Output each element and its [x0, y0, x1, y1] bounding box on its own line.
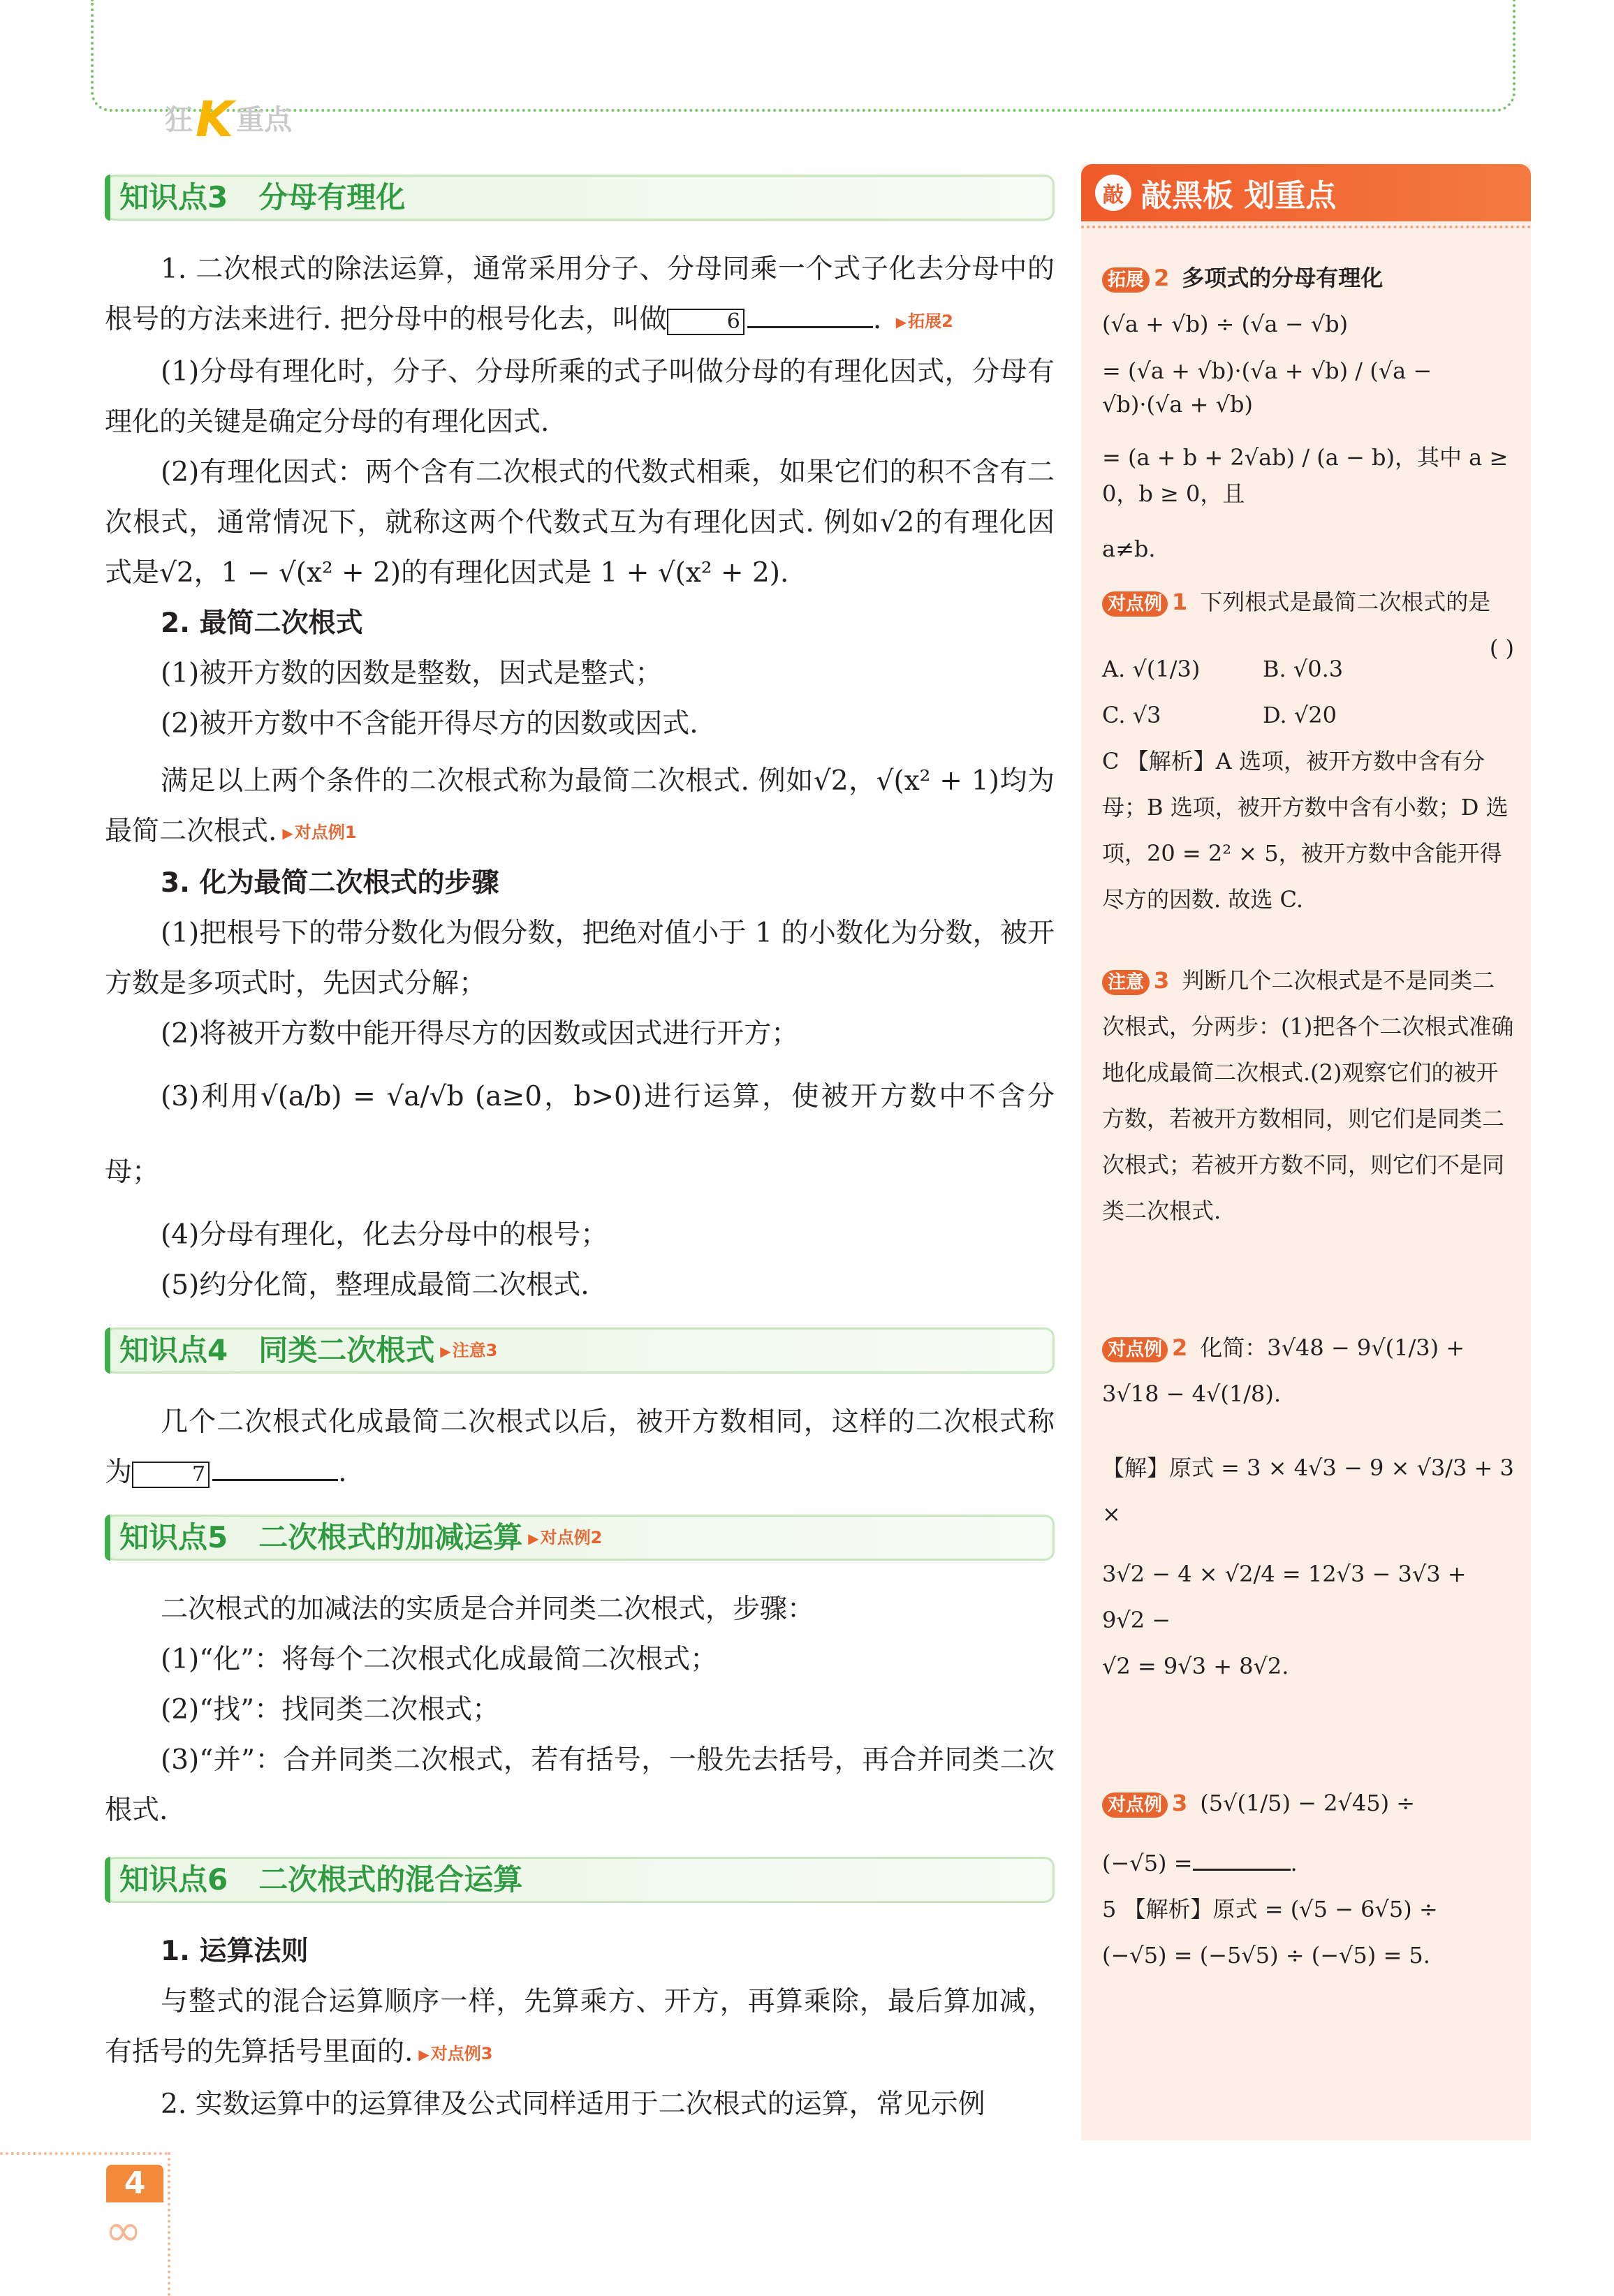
paragraph: 二次根式的加减法的实质是合并同类二次根式，步骤： — [161, 1594, 815, 1625]
answer-paren: ( ) — [1489, 635, 1514, 661]
choice-b: B. √0.3 — [1263, 656, 1344, 682]
cross-ref-tag[interactable]: ▶ 注意3 — [440, 1325, 497, 1376]
sidebar-title: 敲黑板 划重点 — [1141, 178, 1337, 214]
paragraph: (1)被开方数的因数是整数，因式是整式； — [161, 657, 663, 689]
badge-number: 2 — [1154, 265, 1170, 291]
footer-divider — [0, 2152, 168, 2155]
choice-a: A. √(1/3) — [1102, 656, 1201, 682]
math-line: (√a + √b) ÷ (√a − √b) — [1102, 311, 1349, 337]
example-badge: 对点例 — [1102, 1793, 1168, 1818]
section-header-6 — [105, 1857, 1055, 1903]
paragraph — [105, 1977, 1055, 2080]
block-title: 多项式的分母有理化 — [1182, 265, 1384, 291]
note-block — [1102, 957, 1514, 1234]
answer-line: (−√5) = . — [1102, 1840, 1514, 1886]
blank-number: 7 — [132, 1462, 210, 1488]
fill-blank — [747, 298, 873, 328]
math-line: = (a + b + 2√ab) / (a − b)，其中 a ≥ 0，b ≥ 0，且 — [1102, 444, 1509, 507]
example-badge: 对点例 — [1102, 591, 1168, 617]
section-title: 同类二次根式 — [258, 1333, 435, 1367]
question-text: 化简：3√48 − 9√(1/3) + 3√18 − 4√(1/8). — [1102, 1334, 1465, 1407]
brand-post: 重点 — [236, 104, 293, 136]
badge-number: 1 — [1172, 589, 1188, 615]
section-title: 分母有理化 — [258, 180, 406, 214]
text: 几个二次根式化成最简二次根式以后，被开方数相同，这样的二次根式称为 — [105, 1406, 1055, 1488]
answer-text: (−√5) = (−5√5) ÷ (−√5) = 5. — [1102, 1942, 1430, 1968]
cross-ref-tag[interactable]: ▶ 拓展2 — [896, 311, 953, 331]
page-number: 4 — [106, 2165, 163, 2202]
main-column — [105, 175, 1055, 2130]
section-title: 二次根式的加减运算 — [258, 1520, 523, 1554]
sidebar-panel — [1081, 164, 1531, 2140]
text: 与整式的混合运算顺序一样，先算乘方、开方，再算乘除，最后算加减，有括号的先算括号里面的. — [105, 1986, 1055, 2068]
header-frame — [91, 0, 1516, 112]
paragraph: (1)“化”：将每个二次根式化成最简二次根式； — [161, 1644, 718, 1675]
example-block-3 — [1102, 1780, 1514, 1978]
extension-block — [1102, 255, 1514, 572]
sidebar-header — [1081, 164, 1531, 221]
section-header-5 — [105, 1515, 1055, 1561]
example-badge: 对点例 — [1102, 1337, 1168, 1362]
math-line: = (√a + √b)·(√a + √b) / (√a − √b)·(√a + √b) — [1102, 358, 1432, 418]
question-text: 下列根式是最简二次根式的是 — [1200, 589, 1491, 615]
paragraph: (3)利用√(a/b) = √a/√b (a≥0，b>0)进行运算，使被开方数中不含分母； — [105, 1081, 1055, 1188]
paragraph: (3)“并”：合并同类二次根式，若有括号，一般先去括号，再合并同类二次根式. — [105, 1744, 1055, 1826]
paragraph: (1)分母有理化时，分子、分母所乘的式子叫做分母的有理化因式，分母有理化的关键是确定分母的有理化因式. — [105, 355, 1055, 438]
fill-blank — [1193, 1845, 1291, 1871]
math-line: a≠b. — [1102, 536, 1156, 562]
paragraph: 几个二次根式化成最简二次根式以后，被开方数相同，这样的二次根式称为 7 . — [105, 1406, 1055, 1488]
cross-ref-tag[interactable]: ▶ 对点例1 — [282, 823, 356, 842]
solution-line: 【解】原式 = 3 × 4√3 − 9 × √3/3 + 3 × — [1102, 1455, 1514, 1527]
section-title: 二次根式的混合运算 — [258, 1862, 523, 1897]
paragraph: 1. 二次根式的除法运算，通常采用分子、分母同乘一个式子化去分母中的根号的方法来进行. 把分母中的根号化去，叫做 6 . ▶ 拓展2 — [105, 244, 1055, 347]
note-text: 判断几个二次根式是不是同类二次根式，分两步：(1)把各个二次根式准确地化成最简二次根式.(2)观察它们的被开方数，若被开方数相同，则它们是同类二次根式；若被开方数不同，则它们不是同类二次根式. — [1102, 967, 1514, 1224]
extension-badge: 拓展 — [1102, 267, 1150, 293]
text: 1. 二次根式的除法运算，通常采用分子、分母同乘一个式子化去分母中的根号的方法来进行. 把分母中的根号化去，叫做 — [105, 253, 1055, 335]
example-block-1 — [1102, 579, 1514, 922]
solution-line: √2 = 9√3 + 8√2. — [1102, 1653, 1289, 1679]
badge-number: 3 — [1172, 1790, 1188, 1816]
paragraph — [105, 756, 1055, 859]
solution-line: 3√2 − 4 × √2/4 = 12√3 − 3√3 + 9√2 − — [1102, 1561, 1467, 1633]
question-text: (−√5) = — [1102, 1850, 1193, 1876]
paragraph: (2)将被开方数中能开得尽方的因数或因式进行开方； — [161, 1018, 799, 1050]
brand-k: K — [196, 91, 234, 148]
blackboard-icon: 敲 — [1095, 175, 1131, 211]
paragraph: (2)有理化因式：两个含有二次根式的代数式相乘，如果它们的积不含有二次根式，通常情况下，就称这两个代数式互为有理化因式. 例如√2的有理化因式是√2，1 − √(x² + 2)的有理化因式是 1 + √(x² + 2). — [105, 456, 1055, 589]
example-block-2 — [1102, 1325, 1514, 1689]
answer-text: C 【解析】A 选项，被开方数中含有分母；B 选项，被开方数中含有小数；D 选项，20 = 2² × 5，被开方数中含能开得尽方的因数. 故选 C. — [1102, 748, 1509, 913]
badge-number: 3 — [1154, 967, 1170, 994]
question-text: (5√(1/5) − 2√45) ÷ — [1200, 1790, 1416, 1816]
section-header-3 — [105, 175, 1055, 221]
brand-logo — [165, 84, 293, 148]
paragraph: 2. 实数运算中的运算律及公式同样适用于二次根式的运算，常见示例 — [161, 2088, 985, 2120]
choice-d: D. √20 — [1263, 702, 1337, 728]
paragraph: (2)“找”：找同类二次根式； — [161, 1694, 500, 1725]
section-number: 知识点4 — [119, 1333, 228, 1367]
cross-ref-tag[interactable]: ▶ 对点例2 — [528, 1513, 602, 1563]
subheading: 2. 最简二次根式 — [161, 607, 363, 639]
answer-text: 5 【解析】原式 = (√5 − 6√5) ÷ — [1102, 1896, 1438, 1922]
section-number: 知识点5 — [119, 1520, 228, 1554]
text: 满足以上两个条件的二次根式称为最简二次根式. 例如√2，√(x² + 1)均为最简二次根式. — [105, 765, 1055, 847]
fill-blank — [212, 1451, 338, 1481]
paragraph: (2)被开方数中不含能开得尽方的因数或因式. — [161, 707, 698, 739]
choices-row — [1102, 692, 1514, 738]
choice-c: C. √3 — [1102, 702, 1161, 728]
brand-pre: 狂 — [165, 104, 193, 136]
paragraph: (4)分母有理化，化去分母中的根号； — [161, 1219, 608, 1251]
paragraph: (1)把根号下的带分数化为假分数，把绝对值小于 1 的小数化为分数，被开方数是多项式时，先因式分解； — [105, 918, 1055, 999]
cross-ref-tag[interactable]: ▶ 对点例3 — [418, 2044, 492, 2063]
subheading: 3. 化为最简二次根式的步骤 — [161, 867, 499, 899]
section-number: 知识点6 — [119, 1862, 228, 1897]
subheading: 1. 运算法则 — [161, 1936, 309, 1967]
infinity-icon: ∞ — [105, 2205, 142, 2257]
section-number: 知识点3 — [119, 180, 228, 214]
footer-divider — [168, 2152, 170, 2296]
section-header-4 — [105, 1327, 1055, 1374]
divider — [1081, 226, 1531, 228]
choices-row — [1102, 646, 1514, 692]
blank-number: 6 — [667, 309, 744, 335]
note-badge: 注意 — [1102, 970, 1150, 995]
badge-number: 2 — [1172, 1334, 1188, 1361]
paragraph: (5)约分化简，整理成最简二次根式. — [161, 1270, 589, 1301]
sidebar-body — [1102, 255, 1514, 1978]
